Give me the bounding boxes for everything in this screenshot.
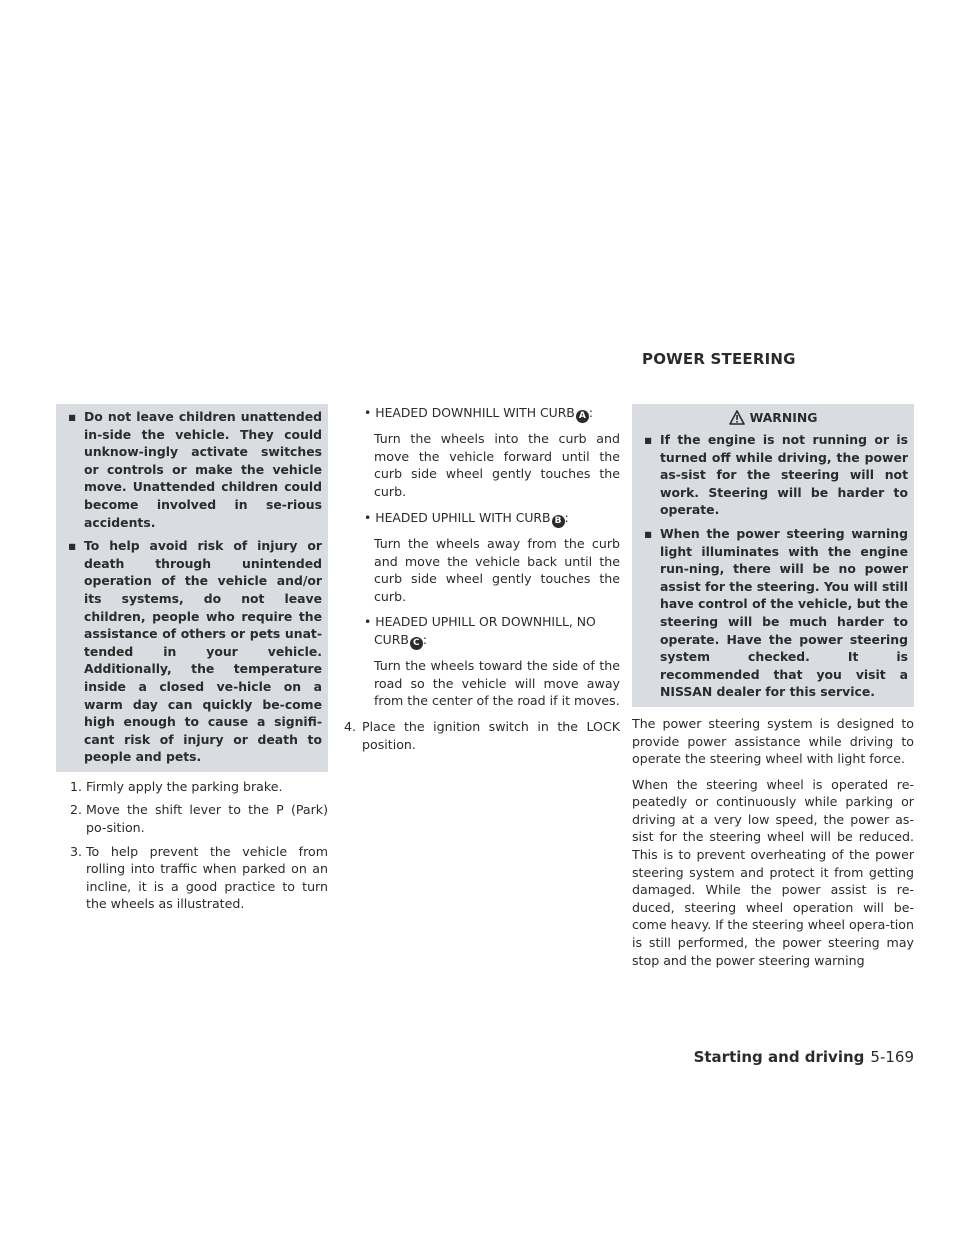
parking-steps — [56, 778, 328, 913]
child-warning-box — [56, 404, 328, 772]
warning-header — [638, 408, 908, 431]
right-column — [632, 404, 914, 969]
step-item: 3. To help prevent the vehicle from rolling into traffic when parked on an incline, it is a good practice to turn the wheels as illustrated. — [70, 843, 328, 912]
warning-item: ▪ If the engine is not running or is turned off while driving, the power as-sist for the steering will not work. Steering will be harder to operate. — [644, 432, 908, 518]
marker-a-icon: A — [576, 410, 589, 423]
body-paragraph: When the steering wheel is operated re-peatedly or continuously while parking or driving at a very low speed, the power as-sist for the steering wheel will be reduced. This is to prevent overheating of the power steering system and protect it from getting damaged. While the power assist is re-duced, steering wheel operation will be-come heavy. If the steering wheel opera-tion is still performed, the power steering may stop and the power steering warning — [632, 776, 914, 968]
case-heading-uphill-curb: • HEADED UPHILL WITH CURB B : — [344, 509, 620, 528]
bullet: ▪ — [644, 432, 653, 447]
warning-item: ▪ To help avoid risk of injury or death through unintended operation of the vehicle and/or its systems, do not leave children, people who require the assistance of others or pets unat-tended in your vehicle. Additionally, the temperature inside a closed ve-hicle on a warm day can quickly be-come high enough to cause a signifi-cant risk of injury or death to people and pets. — [68, 538, 322, 765]
warning-item: ▪ Do not leave children unattended in-side the vehicle. They could unknow-ingly activate switches or controls or make the vehicle move. Unattended children could become involved in se-rious accidents. — [68, 409, 322, 530]
section-title: POWER STEERING — [642, 350, 796, 368]
middle-column — [344, 404, 620, 753]
footer-section-name: Starting and driving — [693, 1048, 865, 1066]
case-body: Turn the wheels into the curb and move the vehicle forward until the curb side wheel gently touches the curb. — [374, 431, 620, 500]
bullet: ▪ — [644, 525, 653, 541]
step-item: 2. Move the shift lever to the P (Park) po-sition. — [70, 802, 328, 836]
bullet: ▪ — [68, 409, 77, 424]
page-footer — [694, 1048, 914, 1066]
marker-c-icon: C — [410, 637, 423, 650]
case-body: Turn the wheels away from the curb and move the vehicle back until the curb side wheel gently touches the curb. — [374, 535, 620, 604]
body-paragraph: The power steering system is designed to provide power assistance while driving to operate the steering wheel with light force. — [632, 715, 914, 767]
case-body: Turn the wheels toward the side of the road so the vehicle will move away from the center of the road if it moves. — [374, 658, 620, 709]
power-steering-warning-box — [632, 404, 914, 707]
bullet: ▪ — [68, 538, 77, 554]
warning-triangle-icon — [729, 410, 745, 425]
step-item: 4. Place the ignition switch in the LOCK position. — [344, 719, 620, 752]
page-number: 5-169 — [870, 1048, 914, 1066]
warning-item: ▪ When the power steering warning light illuminates with the engine run-ning, there will be no power assist for the steering. You will still have control of the vehicle, but the steering will be much harder to operate. Have the power steering system checked. It is recommended that you visit a NISSAN dealer for this service. — [644, 525, 908, 700]
warning-title: WARNING — [749, 410, 818, 425]
case-heading-downhill-curb: • HEADED DOWNHILL WITH CURB A : — [344, 404, 620, 423]
step-item: 1. Firmly apply the parking brake. — [70, 778, 283, 794]
case-heading-no-curb: • HEADED UPHILL OR DOWNHILL, NO CURB C : — [344, 613, 620, 650]
marker-b-icon: B — [552, 515, 565, 528]
left-column — [56, 404, 328, 919]
